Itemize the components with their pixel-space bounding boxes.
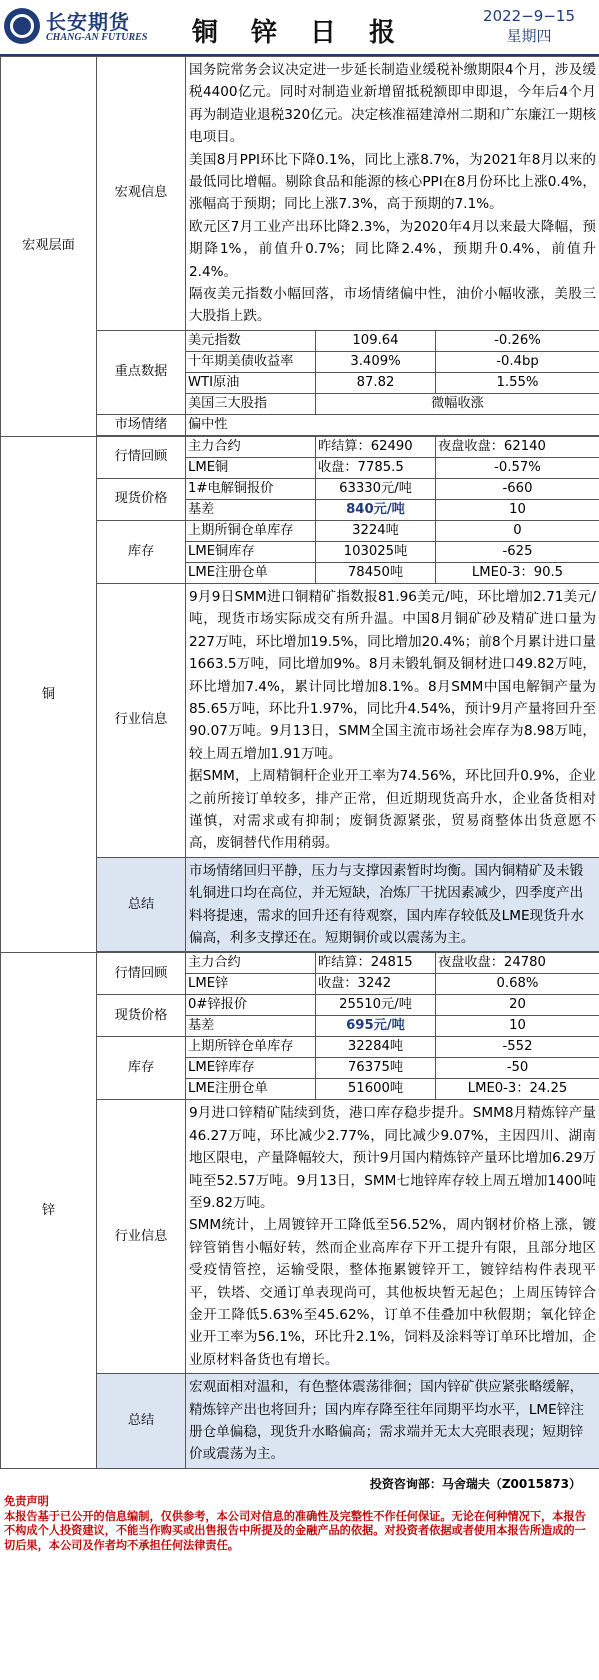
table-cell: 收盘：7785.5	[316, 457, 436, 478]
table-cell: 收盘：3242	[316, 974, 436, 995]
sentiment-label: 市场情绪	[97, 414, 186, 435]
logo-name-cn: 长安期货	[46, 10, 130, 34]
report-header	[0, 0, 599, 56]
table-cell: 10	[436, 1016, 599, 1037]
table-cell: -625	[436, 541, 599, 562]
key-data-change: -0.26%	[436, 330, 599, 351]
table-cell: LME锌	[186, 974, 316, 995]
zinc-industry-paragraphs	[189, 1102, 596, 1371]
zinc-industry-text	[186, 1100, 599, 1374]
paragraph: 据SMM，上周精铜杆企业开工率为74.56%，环比回升0.9%，企业之前所接订单较多，排产正常，但近期现货高升水，企业备货相对谨慎，对需求或有抑制；废铜货源紧张，贸易商整体出货意愿不高，废铜替代作用稍弱。	[189, 768, 596, 852]
table-cell: -0.57%	[436, 457, 599, 478]
paragraph: 隔夜美元指数小幅回落，市场情绪偏中性，油价小幅收涨，美股三大股指上跌。	[189, 286, 596, 325]
macro-info-label: 宏观信息	[97, 57, 186, 331]
key-data-label: 重点数据	[97, 330, 186, 414]
copper-industry-text	[186, 583, 599, 857]
table-cell: LME0-3：24.25	[436, 1079, 599, 1100]
table-cell: LME0-3：90.5	[436, 562, 599, 583]
basis-value: 840元/吨	[316, 499, 436, 520]
table-cell: 基差	[186, 1016, 316, 1037]
table-cell: LME注册仓单	[186, 1079, 316, 1100]
key-data-name: 美国三大股指	[186, 393, 316, 414]
copper-industry-paragraphs	[189, 586, 596, 855]
zinc-quote-label: 行情回顾	[97, 953, 186, 995]
table-cell: 20	[436, 995, 599, 1016]
macro-paragraphs	[189, 59, 596, 328]
copper-summary-text: 市场情绪回归平静，压力与支撑因素暂时均衡。国内铜精矿及未锻轧铜进口均在高位，并无短缺，冶炼厂干扰因素减少，四季度产出料将提速，需求的回升还有待观察，国内库存较低及LME现货升水偏高，利多支撑还在。短期铜价或以震荡为主。	[186, 857, 599, 952]
basis-value: 695元/吨	[316, 1016, 436, 1037]
table-cell: -50	[436, 1058, 599, 1079]
macro-info-row	[1, 57, 599, 331]
logo-name-en: CHANG-AN FUTURES	[46, 32, 148, 43]
table-cell: 51600吨	[316, 1079, 436, 1100]
copper-summary-label: 总结	[97, 857, 186, 952]
copper-quote-label: 行情回顾	[97, 436, 186, 478]
key-data-value: 微幅收涨	[316, 393, 599, 414]
table-cell: 25510元/吨	[316, 995, 436, 1016]
report-date-block	[483, 6, 575, 46]
contact-line: 投资咨询部：马舍瑞夫（Z0015873）	[369, 1477, 581, 1492]
zinc-industry-label: 行业信息	[97, 1100, 186, 1374]
zinc-summary-text: 宏观面相对温和，有色整体震荡徘徊；国内锌矿供应紧张略缓解，精炼锌产出也将回升；国内库存降至往年同期平均水平，LME锌注册仓单偏稳，现货升水略偏高；需求端并无太大亮眼表现；短期锌价或震荡为主。	[186, 1374, 599, 1469]
report-table	[0, 56, 599, 1469]
copper-quote-row	[1, 436, 599, 457]
table-cell: 1#电解铜报价	[186, 478, 316, 499]
key-data-name: WTI原油	[186, 372, 316, 393]
table-cell: -660	[436, 478, 599, 499]
section-macro: 宏观层面	[1, 57, 97, 437]
table-cell: 0.68%	[436, 974, 599, 995]
table-cell: LME铜	[186, 457, 316, 478]
table-cell: 昨结算：62490	[316, 436, 436, 457]
table-cell: 主力合约	[186, 436, 316, 457]
zinc-spot-label: 现货价格	[97, 995, 186, 1037]
table-cell: 0	[436, 520, 599, 541]
table-cell: 昨结算：24815	[316, 953, 436, 974]
key-data-change: -0.4bp	[436, 351, 599, 372]
table-cell: LME铜库存	[186, 541, 316, 562]
table-cell: LME锌库存	[186, 1058, 316, 1079]
table-cell: 76375吨	[316, 1058, 436, 1079]
table-cell: 0#锌报价	[186, 995, 316, 1016]
key-data-name: 美元指数	[186, 330, 316, 351]
table-cell: -552	[436, 1037, 599, 1058]
disclaimer	[0, 1495, 599, 1553]
table-cell: 基差	[186, 499, 316, 520]
report-title: 铜 锌 日 报	[191, 18, 408, 48]
table-cell: 主力合约	[186, 953, 316, 974]
table-cell: 32284吨	[316, 1037, 436, 1058]
paragraph: SMM统计，上周镀锌开工降低至56.52%，周内钢材价格上涨，镀锌管销售小幅好转，然而企业高库存下开工提升有限，且部分地区受疫情管控，运输受限，整体拖累镀锌开工，镀锌结构件表现平平，铁塔、交通订单表现尚可，其他板块暂无起色；上周压铸锌合金开工降低5.63%至45.62%，订单不佳叠加中秋假期；氧化锌企业开工率为56.1%，环比升2.1%，饲料及涂料等订单环比增加，企业原材料备货也有增长。	[189, 1217, 596, 1368]
zinc-inv-label: 库存	[97, 1037, 186, 1100]
table-cell: 78450吨	[316, 562, 436, 583]
sentiment-value: 偏中性	[186, 414, 599, 435]
table-cell: 10	[436, 499, 599, 520]
table-cell: LME注册仓单	[186, 562, 316, 583]
report-weekday: 星期四	[506, 27, 552, 45]
copper-spot-label: 现货价格	[97, 478, 186, 520]
paragraph: 美国8月PPI环比下降0.1%，同比上涨8.7%，为2021年8月以来的最低同比增幅。剔除食品和能源的核心PPI在8月份环比上涨0.4%，涨幅高于预期；同比上涨7.3%，高于预期的7.1%。	[189, 151, 596, 213]
disclaimer-text: 本报告基于已公开的信息编制，仅供参考，本公司对信息的准确性及完整性不作任何保证。无论在何种情况下，本报告不构成个人投资建议，不能当作购买或出售报告中所提及的金融产品的依据。对投资者依据或者使用本报告所造成的一切后果，本公司及作者均不承担任何法律责任。	[4, 1509, 586, 1552]
zinc-summary-label: 总结	[97, 1374, 186, 1469]
section-zinc: 锌	[1, 953, 97, 1469]
key-data-change: 1.55%	[436, 372, 599, 393]
table-cell: 103025吨	[316, 541, 436, 562]
paragraph: 9月9日SMM进口铜精矿指数报81.96美元/吨，环比增加2.71美元/吨，现货市场实际成交有所升温。中国8月铜矿砂及精矿进口量为227万吨，环比增加19.5%，同比增加20.4%；前8个月累计进口量1663.5万吨，同比增加9%。8月未锻轧铜及铜材进口49.82万吨，环比增加7.4%，累计同比增加8.1%。8月SMM中国电解铜产量为85.65万吨，环比升1.97%，同比升4.54%，预计9月产量将回升至90.07万吨。9月13日，SMM全国主流市场社会库存为8.98万吨，较上周五增加1.91万吨。	[189, 588, 596, 762]
paragraph: 欧元区7月工业产出环比降2.3%，为2020年4月以来最大降幅，预期降1%，前值升0.7%；同比降2.4%，预期升0.4%，前值升2.4%。	[189, 218, 596, 280]
disclaimer-title: 免责声明	[4, 1495, 49, 1509]
table-cell: 夜盘收盘：62140	[436, 436, 599, 457]
key-data-value: 3.409%	[316, 351, 436, 372]
key-data-value: 109.64	[316, 330, 436, 351]
table-cell: 上期所铜仓单库存	[186, 520, 316, 541]
copper-industry-label: 行业信息	[97, 583, 186, 857]
table-cell: 3224吨	[316, 520, 436, 541]
table-cell: 上期所锌仓单库存	[186, 1037, 316, 1058]
macro-info-text	[186, 57, 599, 331]
key-data-name: 十年期美债收益率	[186, 351, 316, 372]
zinc-quote-row	[1, 953, 599, 974]
table-cell: 夜盘收盘：24780	[436, 953, 599, 974]
paragraph: 9月进口锌精矿陆续到货，港口库存稳步提升。SMM8月精炼锌产量46.27万吨，环比减少2.77%，同比减少9.07%，主因四川、湖南地区限电，产量降幅较大，预计9月国内精炼锌产量环比增加6.29万吨至52.57万吨。9月13日，SMM七地锌库存较上周五增加1400吨至9.82万吨。	[189, 1105, 596, 1211]
paragraph: 国务院常务会议决定进一步延长制造业缓税补缴期限4个月，涉及缓税4400亿元。同时对制造业新增留抵税额即申即退，今年后4个月再为制造业退税320亿元。决定核准福建漳州二期和广东廉江一期核电项目。	[189, 62, 596, 146]
copper-inv-label: 库存	[97, 520, 186, 583]
report-date: 2022−9−15	[483, 7, 575, 25]
key-data-value: 87.82	[316, 372, 436, 393]
section-copper: 铜	[1, 436, 97, 953]
table-cell: 63330元/吨	[316, 478, 436, 499]
